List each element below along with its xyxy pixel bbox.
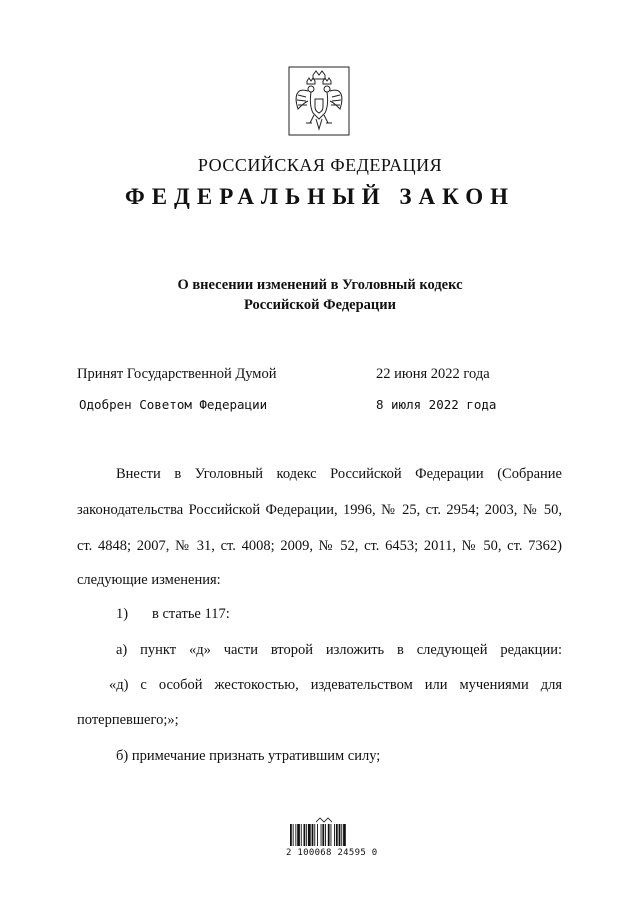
council-label: Одобрен Советом Федерации — [79, 397, 268, 412]
quote-line-2: потерпевшего;»; — [77, 712, 179, 728]
barcode-icon — [286, 816, 366, 866]
item-b-line: б) примечание признать утратившим силу; — [116, 748, 381, 764]
law-subject — [0, 275, 640, 315]
law-subject-line-1: О внесении изменений в Уголовный кодекс — [177, 277, 463, 293]
council-date: 8 июля 2022 года — [376, 397, 497, 412]
duma-date: 22 июня 2022 года — [376, 366, 490, 382]
law-subject-line-2: Российской Федерации — [243, 297, 396, 313]
law-type-title: ФЕДЕРАЛЬНЫЙ ЗАКОН — [124, 184, 516, 209]
country-name: РОССИЙСКАЯ ФЕДЕРАЦИЯ — [197, 155, 443, 175]
item-1-number: 1) — [116, 606, 129, 622]
intro-line-1: Внести в Уголовный кодекс Российской Федерации (Собрание — [116, 466, 562, 482]
barcode-number: 2 100068 24595 0 — [286, 848, 378, 858]
item-a-line: а) пункт «д» части второй изложить в следующей редакции: — [116, 642, 562, 658]
quote-line-1: «д) с особой жестокостью, издевательством или мучениями для — [109, 677, 562, 693]
item-1-text: в статье 117: — [152, 606, 230, 622]
coat-of-arms-icon — [286, 65, 352, 137]
intro-line-3: ст. 4848; 2007, № 31, ст. 4008; 2009, № 52, ст. 6453; 2011, № 50, ст. 7362) — [77, 538, 562, 554]
intro-line-2: законодательства Российской Федерации, 1996, № 25, ст. 2954; 2003, № 50, — [77, 502, 562, 518]
intro-line-4: следующие изменения: — [77, 572, 221, 588]
duma-label: Принят Государственной Думой — [77, 366, 277, 382]
